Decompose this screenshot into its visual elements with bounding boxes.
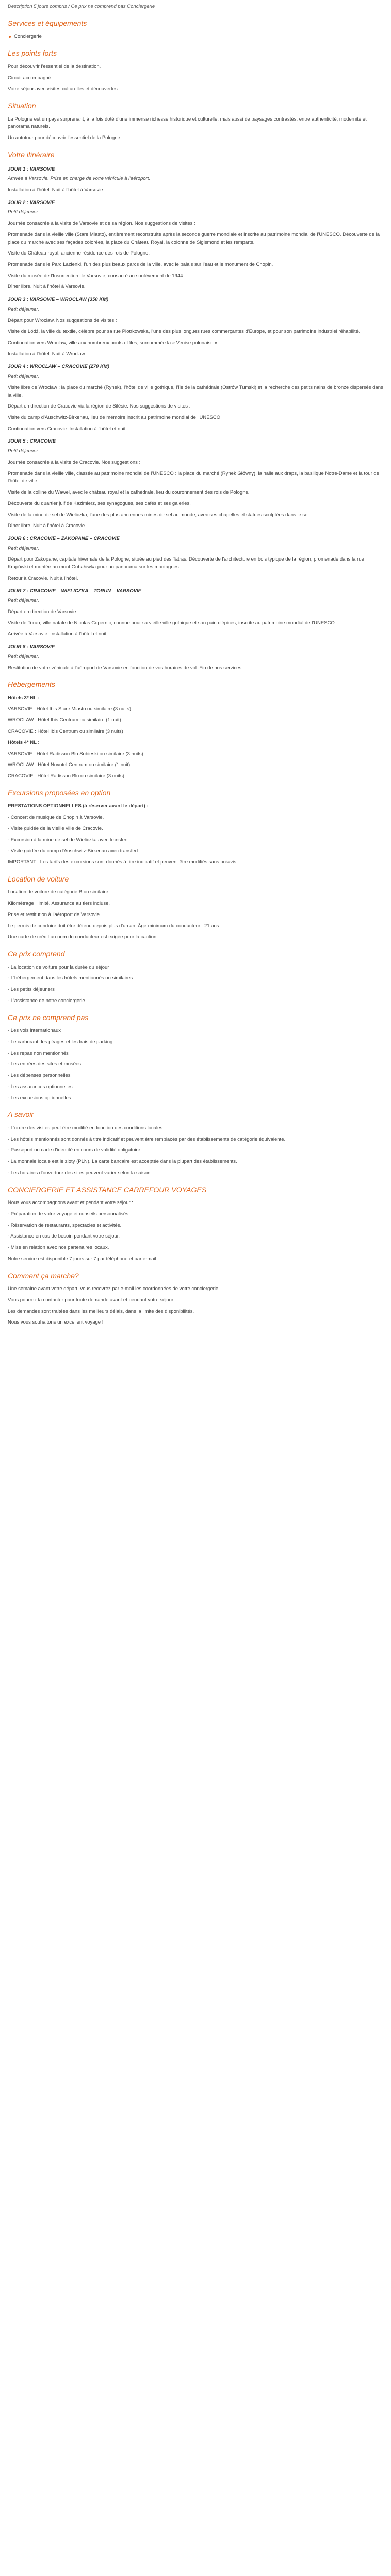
itinerary-title: Votre itinéraire	[8, 150, 55, 159]
itinerary-day	[8, 535, 383, 583]
day-text: Installation à l'hôtel. Nuit à Wroclaw.	[8, 351, 86, 357]
car-rental-line: Le permis de conduire doit être détenu depuis plus d'un an. Âge minimum du conducteur : 21 ans.	[8, 923, 221, 929]
concierge-line: - Réservation de restaurants, spectacles et activités.	[8, 1222, 122, 1228]
hotel-line: CRACOVIE : Hôtel Radisson Blu ou similaire (3 nuits)	[8, 773, 124, 779]
excluded-item: - Les entrées des sites et musées	[8, 1061, 82, 1067]
car-rental-title: Location de voiture	[8, 874, 69, 883]
highlight-text: Pour découvrir l'essentiel de la destination.	[8, 63, 101, 70]
contact-section	[8, 1270, 383, 1327]
day-text: Départ en direction de Varsovie.	[8, 608, 78, 615]
notes-section	[8, 1109, 383, 1177]
day-text: Visite du Château royal, ancienne résidence des rois de Pologne.	[8, 250, 150, 257]
highlight-text: Votre séjour avec visites culturelles et découvertes.	[8, 86, 119, 92]
excluded-list	[8, 1027, 383, 1102]
highlights-section	[8, 48, 383, 93]
day-text: Continuation vers Wroclaw, ville aux nombreux ponts et îles, surnommée la « Venise polonaise ».	[8, 340, 219, 346]
excluded-item: - Les dépenses personnelles	[8, 1073, 71, 1079]
day-text: Promenade dans la vieille ville, classée au patrimoine mondial de l'UNESCO : la place du marché (Rynek Główny), la halle aux draps, la basilique Notre-Dame et la tour de l'hôtel de ville.	[8, 470, 379, 484]
day-text: Départ pour Zakopane, capitale hivernale de la Pologne, située au pied des Tatras. Découverte de l'architecture en bois typique de la région, promenade dans la rue Krupówki et montée au mont Gubałówka pour un panorama sur les montagnes.	[8, 556, 364, 570]
services-list	[8, 33, 383, 41]
included-item: - La location de voiture pour la durée du séjour	[8, 964, 109, 970]
day-text: Dîner libre. Nuit à l'hôtel à Cracovie.	[8, 523, 86, 529]
day-title: JOUR 8 : VARSOVIE	[8, 644, 55, 650]
car-rental-section	[8, 874, 383, 941]
itinerary-day	[8, 296, 383, 358]
hotel-line: WROCLAW : Hôtel Novotel Centrum ou similaire (1 nuit)	[8, 762, 131, 768]
services-section	[8, 18, 383, 41]
concierge-line: - Préparation de votre voyage et conseils personnalisés.	[8, 1211, 130, 1217]
day-title: JOUR 4 : WROCLAW – CRACOVIE (270 KM)	[8, 364, 109, 370]
day-text: Continuation vers Cracovie. Installation à l'hôtel et nuit.	[8, 426, 127, 432]
note-line: - Les horaires d'ouverture des sites peuvent varier selon la saison.	[8, 1170, 152, 1176]
day-text: Visite de Łódź, la ville du textile, célèbre pour sa rue Piotrkowska, l'une des plus longues rues commerçantes d'Europe, et pour son patrimoine industriel réhabilité.	[8, 329, 360, 335]
day-text: Visite du musée de l'Insurrection de Varsovie, consacré au soulèvement de 1944.	[8, 273, 185, 279]
location-text: Un autotour pour découvrir l'essentiel de la Pologne.	[8, 135, 122, 141]
included-item: - L'hébergement dans les hôtels mentionnés ou similaires	[8, 975, 133, 981]
day-text: Visite de Torun, ville natale de Nicolas Copernic, connue pour sa vieille ville gothique et son pain d'épices, inscrite au patrimoine mondial de l'UNESCO.	[8, 620, 336, 626]
highlights-title: Les points forts	[8, 49, 57, 58]
day-text: Petit déjeuner.	[8, 598, 39, 604]
day-text: Petit déjeuner.	[8, 306, 39, 312]
excluded-item: - Le carburant, les péages et les frais de parking	[8, 1039, 113, 1045]
hotel-line: VARSOVIE : Hôtel Radisson Blu Sobieski ou similaire (3 nuits)	[8, 751, 143, 757]
excursion-line: - Excursion à la mine de sel de Wieliczka avec transfert.	[8, 837, 129, 843]
hotel-line: Hôtels 3* NL :	[8, 694, 40, 701]
excluded-title: Ce prix ne comprend pas	[8, 1013, 89, 1022]
day-text: Petit déjeuner.	[8, 448, 39, 454]
hotel-list	[8, 694, 383, 781]
day-text: Arrivée à Varsovie. Installation à l'hôtel et nuit.	[8, 631, 108, 637]
day-text: Petit déjeuner.	[8, 374, 39, 380]
hotels-title: Hébergements	[8, 680, 55, 689]
location-section	[8, 100, 383, 142]
day-text: Découverte du quartier juif de Kazimierz, ses synagogues, ses cafés et ses galeries.	[8, 500, 191, 506]
car-rental-line: Prise et restitution à l'aéroport de Varsovie.	[8, 911, 101, 918]
day-text: Visite de la colline du Wawel, avec le château royal et la cathédrale, lieu du couronnement des rois de Pologne.	[8, 489, 250, 496]
contact-line: Vous pourrez la contacter pour toute demande avant et pendant votre séjour.	[8, 1297, 175, 1303]
contact-line: Les demandes sont traitées dans les meilleurs délais, dans la limite des disponibilités.	[8, 1308, 194, 1314]
excursion-list	[8, 803, 383, 866]
day-text: Installation à l'hôtel. Nuit à l'hôtel à Varsovie.	[8, 187, 105, 193]
excursion-line: - Visite guidée de la vieille ville de Cracovie.	[8, 825, 103, 832]
note-line: - Les hôtels mentionnés sont donnés à titre indicatif et peuvent être remplacés par des établissements de catégorie équivalente.	[8, 1136, 286, 1142]
day-text: Journée consacrée à la visite de Cracovie. Nos suggestions :	[8, 459, 141, 465]
notes-list	[8, 1125, 383, 1177]
excursions-title: Excursions proposées en option	[8, 788, 111, 797]
car-rental-list	[8, 889, 383, 941]
concierge-line: - Assistance en cas de besoin pendant votre séjour.	[8, 1233, 120, 1240]
hotel-line: WROCLAW : Hôtel Ibis Centrum ou similaire (1 nuit)	[8, 717, 121, 723]
included-title: Ce prix comprend	[8, 950, 65, 958]
concierge-section	[8, 1184, 383, 1263]
day-title: JOUR 2 : VARSOVIE	[8, 199, 55, 206]
excursion-line: - Concert de musique de Chopin à Varsovie.	[8, 815, 104, 821]
itinerary-section	[8, 149, 383, 672]
note-line: - Passeport ou carte d'identité en cours de validité obligatoire.	[8, 1147, 142, 1154]
excursion-line: IMPORTANT : Les tarifs des excursions sont donnés à titre indicatif et peuvent être modifiés sans préavis.	[8, 859, 238, 865]
contact-title: Comment ça marche?	[8, 1271, 79, 1280]
day-title: JOUR 3 : VARSOVIE – WROCLAW (350 KM)	[8, 297, 109, 303]
hotel-line: VARSOVIE : Hôtel Ibis Stare Miasto ou similaire (3 nuits)	[8, 706, 131, 712]
car-rental-line: Une carte de crédit au nom du conducteur est exigée pour la caution.	[8, 934, 158, 940]
itinerary-day	[8, 588, 383, 639]
excluded-item: - Les excursions optionnelles	[8, 1095, 71, 1101]
day-title: JOUR 5 : CRACOVIE	[8, 438, 56, 445]
contact-line: Une semaine avant votre départ, vous recevrez par e-mail les coordonnées de votre conciergerie.	[8, 1286, 220, 1292]
day-title: JOUR 7 : CRACOVIE – WIELICZKA – TORUN – VARSOVIE	[8, 588, 142, 594]
location-title: Situation	[8, 101, 36, 110]
included-item: - Les petits déjeuners	[8, 987, 55, 993]
services-title: Services et équipements	[8, 19, 87, 27]
hotel-line: CRACOVIE : Hôtel Ibis Centrum ou similaire (3 nuits)	[8, 728, 123, 735]
day-text: Petit déjeuner.	[8, 545, 39, 551]
note-line: - L'ordre des visites peut être modifié en fonction des conditions locales.	[8, 1125, 164, 1131]
excursion-line: - Visite guidée du camp d'Auschwitz-Birkenau avec transfert.	[8, 848, 140, 854]
location-text: La Pologne est un pays surprenant, à la fois doté d'une immense richesse historique et culturelle, mais aussi de paysages contrastés, entre authenticité, modernité et panorama naturels.	[8, 116, 367, 130]
hotels-section	[8, 679, 383, 780]
day-text: Visite de la mine de sel de Wieliczka, l'une des plus anciennes mines de sel au monde, avec ses chapelles et statues sculptées dans le sel.	[8, 512, 311, 518]
contact-list	[8, 1285, 383, 1327]
service-item: Conciergerie	[8, 33, 383, 41]
excluded-item: - Les vols internationaux	[8, 1028, 61, 1034]
included-item: - L'assistance de notre conciergerie	[8, 997, 85, 1004]
day-text: Départ en direction de Cracovie via la région de Silésie. Nos suggestions de visites :	[8, 403, 191, 410]
concierge-line: Notre service est disponible 7 jours sur 7 par téléphone et par e-mail.	[8, 1256, 158, 1262]
itinerary-days	[8, 166, 383, 672]
day-text: Petit déjeuner.	[8, 209, 39, 215]
excluded-item: - Les assurances optionnelles	[8, 1083, 73, 1090]
intro-text: Description 5 jours compris / Ce prix ne comprend pas Conciergerie	[8, 4, 155, 9]
excursion-line: PRESTATIONS OPTIONNELLES (à réserver avant le départ) :	[8, 803, 149, 809]
itinerary-day	[8, 643, 383, 672]
car-rental-line: Kilométrage illimité. Assurance au tiers incluse.	[8, 901, 110, 907]
concierge-title: CONCIERGERIE ET ASSISTANCE CARREFOUR VOYAGES	[8, 1185, 207, 1194]
note-line: - La monnaie locale est le zloty (PLN). La carte bancaire est acceptée dans la plupart des établissements.	[8, 1159, 237, 1165]
day-text: Promenade dans le Parc Łazienki, l'un des plus beaux parcs de la ville, avec le palais sur l'eau et le monument de Chopin.	[8, 261, 273, 267]
concierge-line: - Mise en relation avec nos partenaires locaux.	[8, 1245, 109, 1251]
day-title: JOUR 1 : VARSOVIE	[8, 166, 55, 172]
excluded-item: - Les repas non mentionnés	[8, 1050, 69, 1056]
day-text: Retour à Cracovie. Nuit à l'hôtel.	[8, 575, 78, 581]
day-text: Restitution de votre véhicule à l'aéroport de Varsovie en fonction de vos horaires de vol. Fin de nos services.	[8, 665, 243, 671]
itinerary-day	[8, 166, 383, 194]
day-text: Départ pour Wroclaw. Nos suggestions de visites :	[8, 317, 117, 324]
itinerary-day	[8, 438, 383, 530]
day-text: Arrivée à Varsovie. Prise en charge de votre véhicule à l'aéroport.	[8, 176, 151, 182]
car-rental-line: Location de voiture de catégorie B ou similaire.	[8, 889, 110, 895]
day-text: Promenade dans la vieille ville (Stare Miasto), entièrement reconstruite après la seconde guerre mondiale et inscrite au patrimoine mondial de l'UNESCO. Découverte de la place du marché avec ses façades colorées, la place du Château Royal, la colonne de Sigismond et les remparts.	[8, 231, 380, 245]
day-text: Visite libre de Wroclaw : la place du marché (Rynek), l'hôtel de ville gothique, l'île de la cathédrale (Ostrów Tumski) et la recherche des petits nains de bronze dispersés dans la ville.	[8, 384, 383, 398]
itinerary-day	[8, 363, 383, 433]
highlight-text: Circuit accompagné.	[8, 75, 53, 81]
included-list	[8, 964, 383, 1005]
day-title: JOUR 6 : CRACOVIE – ZAKOPANE – CRACOVIE	[8, 535, 120, 541]
hotel-line: Hôtels 4* NL :	[8, 739, 40, 745]
day-text: Dîner libre. Nuit à l'hôtel à Varsovie.	[8, 284, 86, 290]
day-text: Visite du camp d'Auschwitz-Birkenau, lieu de mémoire inscrit au patrimoine mondial de l'UNESCO.	[8, 415, 222, 421]
included-section	[8, 948, 383, 1005]
itinerary-day	[8, 199, 383, 291]
excursions-section	[8, 788, 383, 867]
day-text: Journée consacrée à la visite de Varsovie et de sa région. Nos suggestions de visites :	[8, 221, 196, 227]
excluded-section	[8, 1012, 383, 1103]
contact-line: Nous vous souhaitons un excellent voyage !	[8, 1319, 104, 1326]
concierge-line: Nous vous accompagnons avant et pendant votre séjour :	[8, 1200, 133, 1206]
concierge-list	[8, 1199, 383, 1263]
notes-title: A savoir	[8, 1110, 34, 1119]
day-text: Petit déjeuner.	[8, 653, 39, 659]
